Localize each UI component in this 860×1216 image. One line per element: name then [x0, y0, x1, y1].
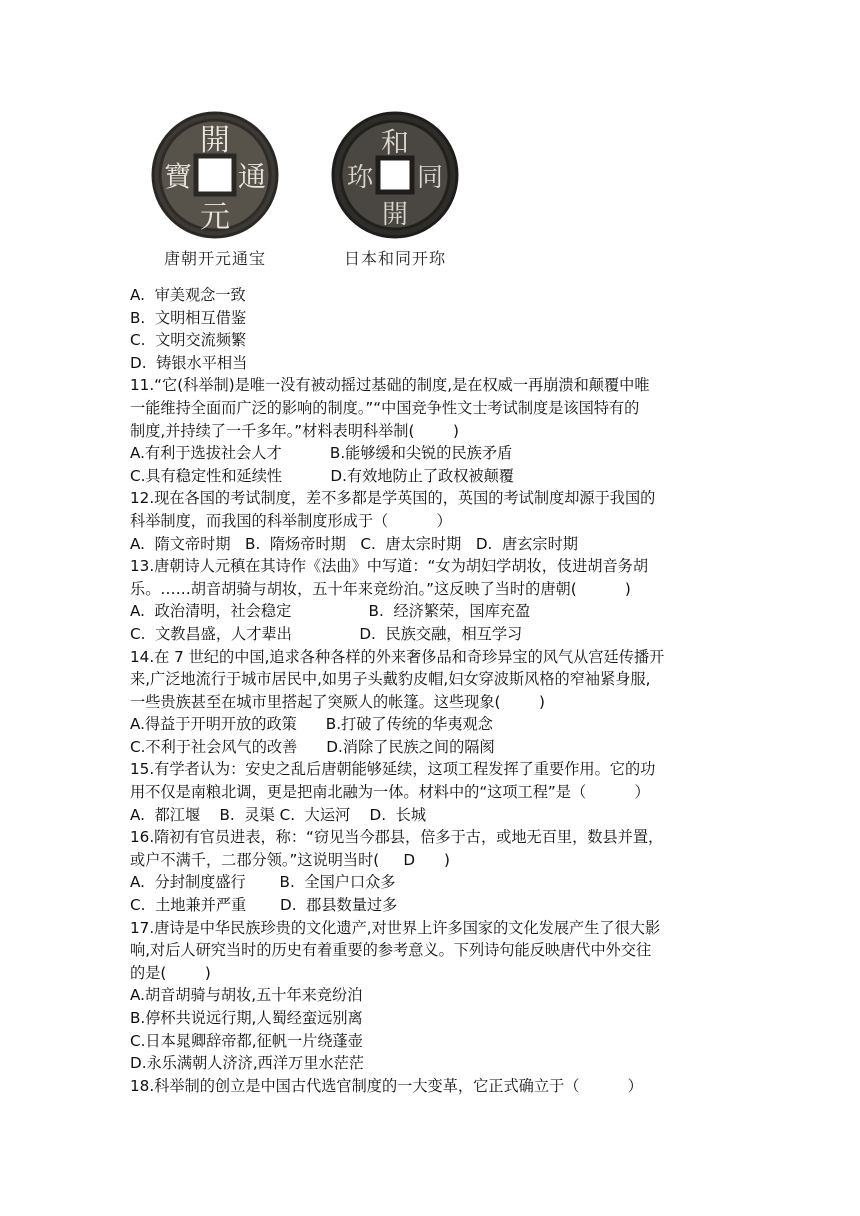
text-line: D.永乐满朝人济济,西洋万里水茫茫: [130, 1054, 364, 1073]
kaiyuan-coin-figure: [140, 110, 290, 269]
text-line: 12.现在各国的考试制度，差不多都是学英国的，英国的考试制度却源于我国的: [130, 489, 656, 508]
text-line: 或户不满千，二郡分领。”这说明当时( D ): [130, 850, 450, 869]
coin-char-bottom: 開: [381, 200, 409, 230]
text-line: 乐。……胡音胡骑与胡妆，五十年来竞纷泊。”这反映了当时的唐朝( ): [130, 579, 631, 598]
text-line: 13.唐朝诗人元稹在其诗作《法曲》中写道：“女为胡妇学胡妆，伎进胡音务胡: [130, 557, 649, 576]
text-line: B.停杯共说远行期,人蜀经蛮远别离: [130, 1009, 363, 1027]
coin-char-top: 和: [380, 126, 410, 159]
text-line: A.有利于选拔社会人才 B.能够缓和尖锐的民族矛盾: [130, 444, 513, 463]
coin-char-bottom: 元: [200, 200, 230, 235]
coin-char-top: 開: [200, 123, 230, 158]
text-line: 15.有学者认为：安史之乱后唐朝能够延续，这项工程发挥了重要作用。它的功: [130, 760, 656, 779]
text-line: A. 分封制度盛行 B. 全国户口众多: [130, 873, 396, 892]
text-line: A. 都江堰 B. 灵渠 C. 大运河 D. 长城: [130, 805, 427, 824]
question-text: [130, 284, 730, 1097]
text-line: 一能维持全面而广泛的影响的制度。”“中国竞争性文士考试制度是该国特有的: [130, 398, 640, 417]
text-line: C.不利于社会风气的改善 D.消除了民族之间的隔阂: [130, 737, 495, 756]
coin-char-left: 珎: [346, 163, 374, 193]
wadokaichin-coin-image: [330, 110, 460, 240]
text-line: D. 铸银水平相当: [130, 353, 248, 372]
text-line: C. 土地兼并严重 D. 郡县数量过多: [130, 896, 398, 915]
text-line: 17.唐诗是中华民族珍贵的文化遗产,对世界上许多国家的文化发展产生了很大影: [130, 918, 661, 937]
text-line: A. 隋文帝时期 B. 隋炀帝时期 C. 唐太宗时期 D. 唐玄宗时期: [130, 534, 578, 553]
coin-char-right: 通: [237, 160, 267, 193]
text-line: A.胡音胡骑与胡妆,五十年来竞纷泊: [130, 986, 363, 1005]
text-line: A. 审美观念一致: [130, 286, 246, 304]
text-line: C.日本晁卿辞帝都,征帆一片绕蓬壶: [130, 1031, 363, 1050]
document-page: [130, 110, 730, 1097]
text-line: C.具有稳定性和延续性 D.有效地防止了政权被颠覆: [130, 466, 514, 485]
wadokaichin-coin-figure: [320, 110, 470, 269]
text-line: C. 文教昌盛，人才辈出 D. 民族交融，相互学习: [130, 624, 523, 643]
text-line: 11.“它(科举制)是唯一没有被动摇过基础的制度,是在权威一再崩溃和颠覆中唯: [130, 376, 650, 395]
text-line: 16.隋初有官员进表，称：“窃见当今郡县，倍多于古，或地无百里，数县并置，: [130, 828, 664, 847]
text-line: C. 文明交流频繁: [130, 331, 247, 350]
text-line: 18.科举制的创立是中国古代选官制度的一大变革，它正式确立于（ ）: [130, 1076, 643, 1095]
text-line: A.得益于开明开放的政策 B.打破了传统的华夷观念: [130, 715, 493, 734]
text-line: 的是( ): [130, 963, 211, 982]
kaiyuan-coin-image: [150, 110, 280, 240]
text-line: A. 政治清明，社会稳定 B. 经济繁荣，国库充盈: [130, 602, 531, 621]
text-line: 14.在 7 世纪的中国,追求各种各样的外来奢侈品和奇珍异宝的风气从宫廷传播开: [130, 647, 665, 666]
text-line: B. 文明相互借鉴: [130, 308, 247, 327]
text-line: 来,广泛地流行于城市居民中,如男子头戴豹皮帽,妇女穿波斯风格的窄袖紧身服,: [130, 670, 651, 689]
coin-char-left: 寶: [163, 160, 193, 193]
coin-figures: [130, 110, 730, 280]
text-line: 科举制度，而我国的科举制度形成于（ ）: [130, 511, 452, 530]
kaiyuan-coin-caption: 唐朝开元通宝: [163, 249, 266, 268]
coin-char-right: 同: [416, 163, 444, 193]
text-line: 一些贵族甚至在城市里搭起了突厥人的帐篷。这些现象( ): [130, 692, 545, 711]
text-line: 用不仅是南粮北调，更是把南北融为一体。材料中的“这项工程”是（ ）: [130, 783, 650, 802]
wadokaichin-coin-caption: 日本和同开珎: [343, 249, 446, 268]
text-line: 制度,并持续了一千多年。”材料表明科举制( ): [130, 421, 459, 440]
text-line: 响,对后人研究当时的历史有着重要的参考意义。下列诗句能反映唐代中外交往: [130, 941, 652, 960]
